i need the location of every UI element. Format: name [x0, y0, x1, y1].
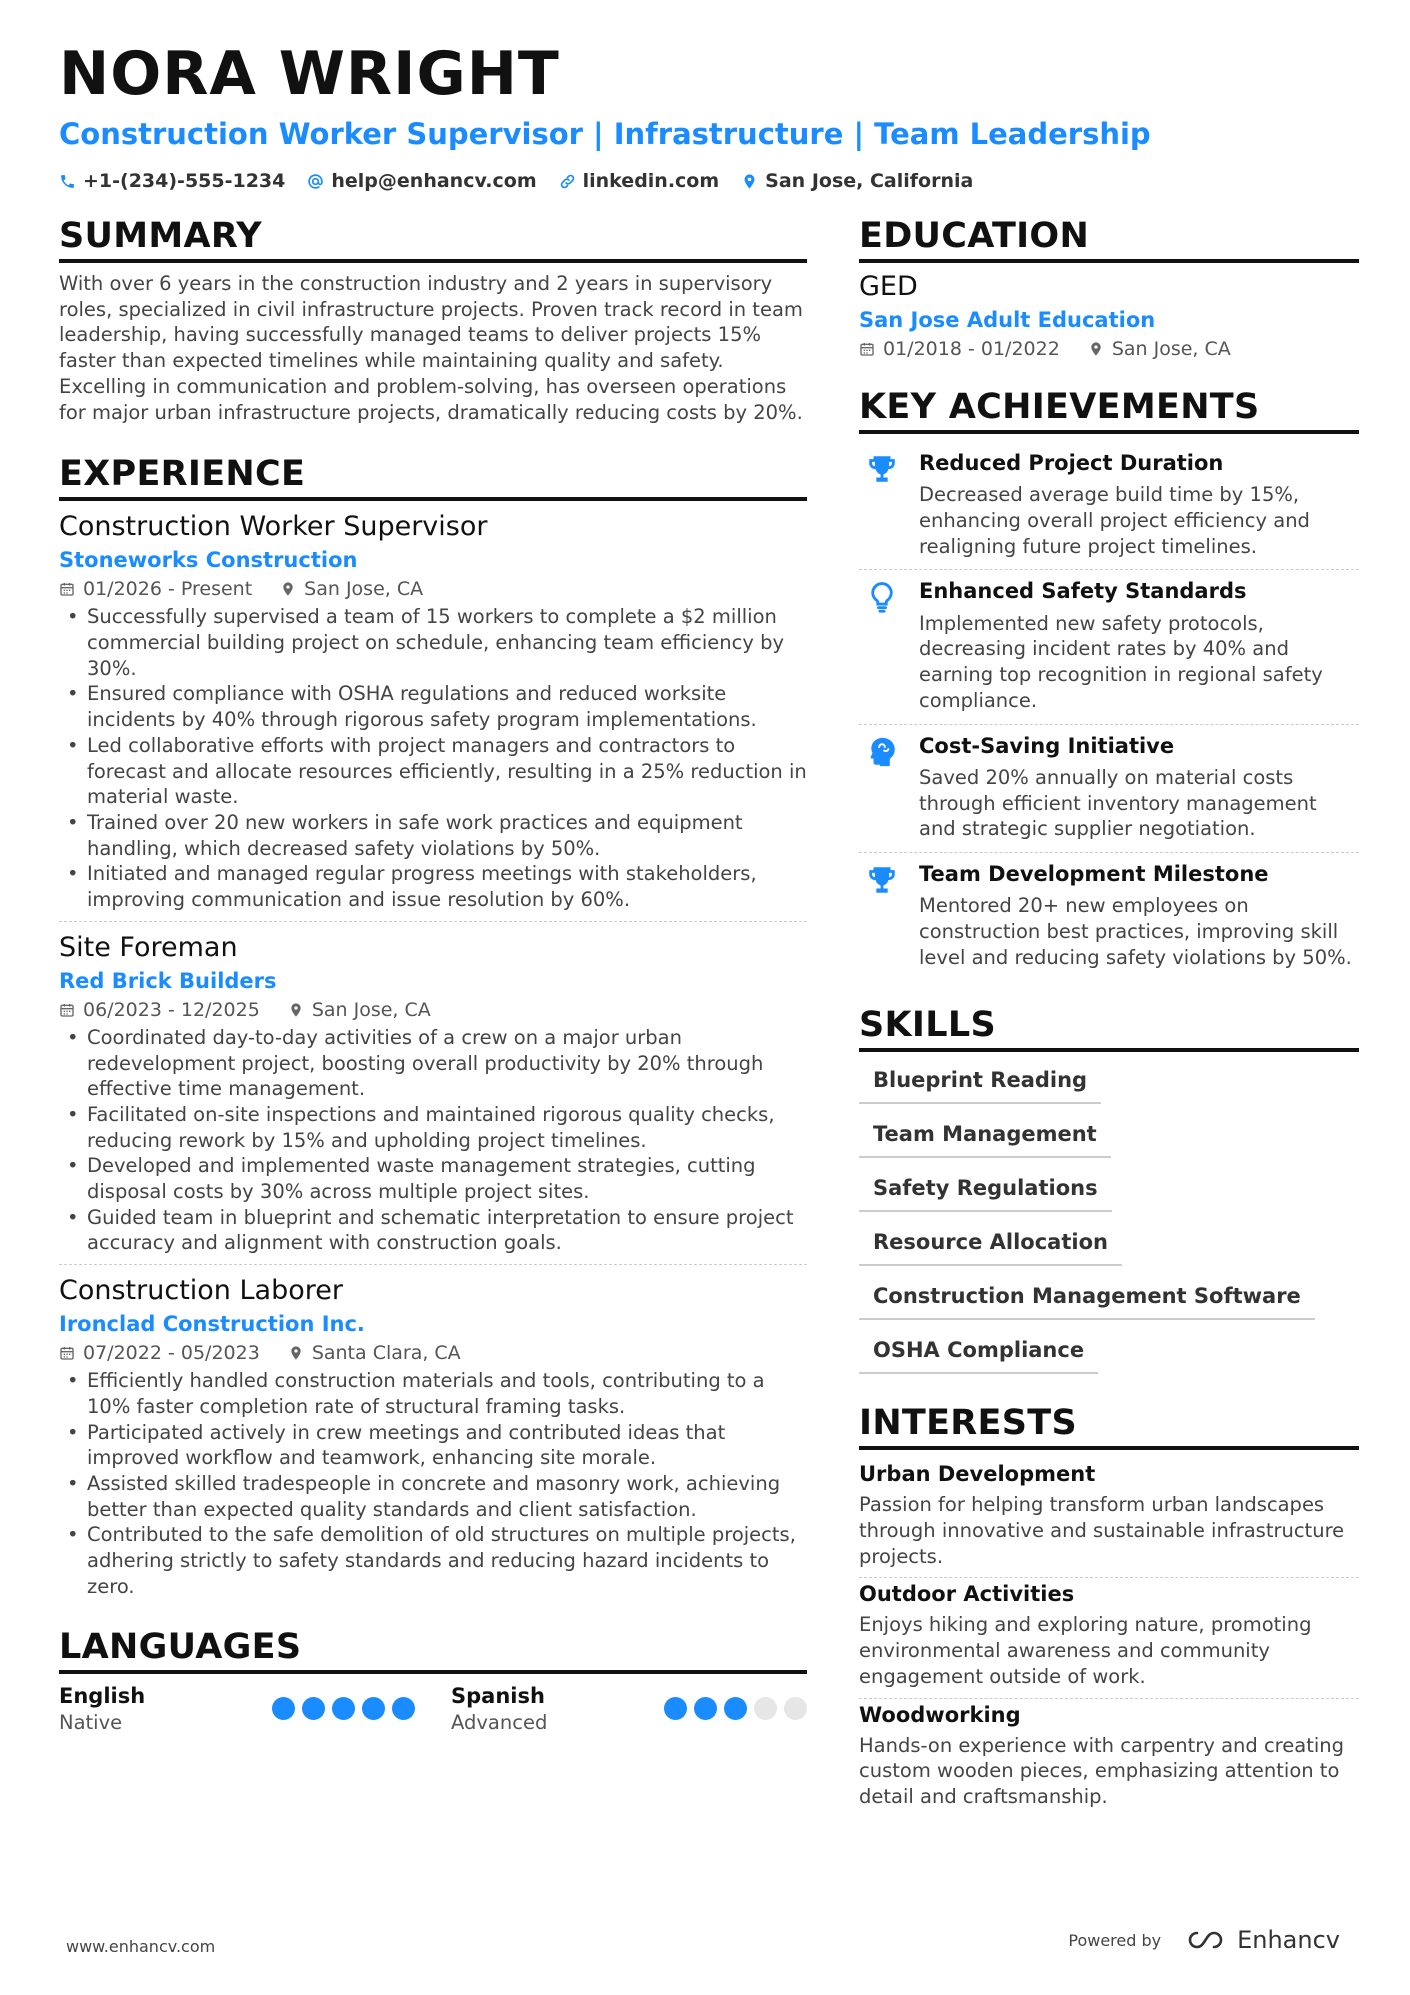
summary-heading: SUMMARY [59, 215, 807, 263]
language-name: Spanish [451, 1683, 545, 1708]
dates-text: 07/2022 - 05/2023 [83, 1342, 260, 1365]
achievements-section [859, 386, 1359, 980]
candidate-name: NORA WRIGHT [59, 39, 560, 109]
job-title: Site Foreman [59, 931, 238, 963]
bullet-item: • Led collaborative efforts with project managers and contractors to forecast and allocate resources efficiently, resulting in a 25% reduction in material waste. [59, 733, 807, 810]
interest-title: Urban Development [859, 1462, 1096, 1487]
edu-degree: GED [859, 271, 918, 302]
edu-school: San Jose Adult Education [859, 308, 1156, 332]
achievement-desc: Implemented new safety protocols, decreasing incident rates by 40% and earning top recognition in regional safety compliance. [919, 611, 1323, 712]
skill-tag: Construction Management Software [859, 1276, 1315, 1320]
skill-tag: OSHA Compliance [859, 1330, 1098, 1374]
achievement-body [919, 733, 1359, 842]
summary-text: With over 6 years in the construction industry and 2 years in supervisory roles, specialized in civil infrastructure projects. Proven track record in team leadership, having successfully managed teams to deliver projects 15% faster than expected timelines while maintaining quality and safety. Excelling in communication and problem-solving, has overseen operations for major urban infrastructure projects, dramatically reducing costs by 20%. [59, 272, 803, 424]
language-rating [272, 1697, 415, 1720]
location-pin-icon [1088, 341, 1104, 357]
achievement-body [919, 861, 1359, 970]
trophy-icon [865, 863, 899, 897]
location-pin-icon [288, 1345, 304, 1361]
edu-location [1088, 338, 1231, 360]
achievement-body [919, 450, 1359, 559]
calendar-icon [59, 1002, 75, 1018]
language-info [59, 1684, 145, 1734]
interest-desc: Passion for helping transform urban landscapes through innovative and sustainable infrastructure projects. [859, 1493, 1345, 1568]
skill-tag: Team Management [859, 1114, 1111, 1158]
interest-item [859, 1699, 1359, 1818]
interest-item [859, 1578, 1359, 1698]
phone-text: +1-(234)-555-1234 [83, 170, 286, 192]
experience-heading: EXPERIENCE [59, 453, 807, 501]
contact-location [741, 170, 973, 192]
achievement-item [859, 725, 1359, 853]
interest-desc: Enjoys hiking and exploring nature, promoting environmental awareness and community engagement outside of work. [859, 1613, 1312, 1688]
interest-desc: Hands-on experience with carpentry and creating custom wooden pieces, emphasizing attention to detail and craftsmanship. [859, 1733, 1345, 1808]
calendar-icon [59, 1345, 75, 1361]
language-rating [664, 1697, 807, 1720]
brand-logo[interactable] [1183, 1926, 1340, 1954]
bullet-item: • Ensured compliance with OSHA regulations and reduced worksite incidents by 40% through rigorous safety program implementations. [59, 681, 807, 732]
summary-section [59, 215, 807, 425]
location-text: San Jose, California [765, 170, 974, 192]
skill-tag: Safety Regulations [859, 1168, 1112, 1212]
language-info [451, 1684, 547, 1734]
bullet-item: • Facilitated on-site inspections and maintained rigorous quality checks, reducing rework by 15% and upholding project timelines. [59, 1102, 807, 1153]
languages-heading: LANGUAGES [59, 1626, 807, 1674]
rating-dot-filled [302, 1697, 325, 1720]
powered-by-text: Powered by [1068, 1930, 1162, 1950]
job-entry [59, 930, 807, 1265]
rating-dot-filled [392, 1697, 415, 1720]
rating-dot-filled [694, 1697, 717, 1720]
company-name: Stoneworks Construction [59, 548, 358, 573]
location-text: Santa Clara, CA [311, 1342, 461, 1365]
contact-linkedin[interactable] [559, 170, 720, 192]
bullet-item: • Successfully supervised a team of 15 workers to complete a $2 million commercial building project on schedule, enhancing team efficiency by 30%. [59, 604, 807, 681]
footer-website[interactable]: www.enhancv.com [66, 1937, 216, 1956]
achievement-icon-wrap [859, 733, 905, 842]
interests-section [859, 1402, 1359, 1817]
bullet-item: • Coordinated day-to-day activities of a crew on a major urban redevelopment project, boosting overall productivity by 20% through effective time management. [59, 1025, 807, 1102]
phone-icon [59, 173, 76, 190]
achievement-item [859, 570, 1359, 724]
email-text: help@enhancv.com [331, 170, 537, 192]
lightbulb-icon [865, 580, 899, 614]
calendar-icon [859, 341, 875, 357]
achievement-icon-wrap [859, 861, 905, 970]
linkedin-text: linkedin.com [582, 170, 720, 192]
location-pin-icon [280, 581, 296, 597]
achievement-title: Team Development Milestone [919, 861, 1269, 886]
location-text: San Jose, CA [311, 998, 431, 1021]
rating-dot-filled [272, 1697, 295, 1720]
rating-dot-filled [724, 1697, 747, 1720]
language-level: Native [59, 1710, 123, 1734]
job-location [288, 1342, 461, 1364]
bullet-item: • Guided team in blueprint and schematic interpretation to ensure project accuracy and alignment with construction goals. [59, 1205, 807, 1256]
skill-tag: Blueprint Reading [859, 1060, 1101, 1104]
job-title: Construction Laborer [59, 1275, 343, 1307]
brain-icon [865, 735, 899, 769]
skills-section [859, 1004, 1359, 1374]
right-column [859, 215, 1359, 1818]
language-level: Advanced [451, 1710, 548, 1734]
job-entry [59, 1273, 807, 1607]
calendar-icon [59, 581, 75, 597]
bullet-item: • Participated actively in crew meetings and contributed ideas that improved workflow and teamwork, enhancing site morale. [59, 1420, 807, 1471]
interests-heading: INTERESTS [859, 1402, 1359, 1450]
brand-name: Enhancv [1237, 1926, 1340, 1954]
bullet-item: • Contributed to the safe demolition of old structures on multiple projects, adhering strictly to safety standards and reducing hazard incidents to zero. [59, 1522, 807, 1599]
contact-bar [59, 170, 973, 192]
job-location [280, 578, 423, 600]
job-bullets [59, 604, 807, 912]
skills-list [859, 1060, 1359, 1374]
company-name: Red Brick Builders [59, 968, 277, 993]
contact-phone[interactable] [59, 170, 285, 192]
achievement-title: Enhanced Safety Standards [919, 579, 1247, 604]
location-pin-icon [288, 1002, 304, 1018]
trophy-icon [865, 452, 899, 486]
achievement-title: Reduced Project Duration [919, 451, 1224, 475]
languages-list [59, 1684, 807, 1734]
experience-section [59, 453, 807, 1607]
job-location [288, 999, 431, 1021]
contact-email[interactable] [307, 170, 536, 192]
edu-dates [859, 338, 1060, 360]
company-name: Ironclad Construction Inc. [59, 1312, 365, 1337]
job-entry [59, 509, 807, 922]
achievement-item [859, 853, 1359, 980]
bullet-item: • Assisted skilled tradespeople in concrete and masonry work, achieving better than expected quality standards and client satisfaction. [59, 1471, 807, 1522]
job-title: Construction Worker Supervisor [59, 511, 488, 543]
achievements-heading: KEY ACHIEVEMENTS [859, 386, 1359, 434]
language-name: English [59, 1683, 146, 1708]
job-bullets [59, 1025, 807, 1256]
dates-text: 01/2018 - 01/2022 [883, 338, 1060, 360]
headline: Construction Worker Supervisor | Infrastructure | Team Leadership [59, 117, 1151, 151]
left-column [59, 215, 807, 1734]
job-bullets [59, 1368, 807, 1599]
interest-title: Woodworking [859, 1702, 1021, 1727]
bullet-item: • Efficiently handled construction materials and tools, contributing to a 10% faster completion rate of structural framing tasks. [59, 1368, 807, 1419]
rating-dot-filled [664, 1697, 687, 1720]
skill-tag: Resource Allocation [859, 1222, 1122, 1266]
dates-text: 06/2023 - 12/2025 [83, 998, 260, 1021]
achievement-body [919, 578, 1359, 713]
bullet-item: • Developed and implemented waste management strategies, cutting disposal costs by 30% across multiple project sites. [59, 1153, 807, 1204]
skills-heading: SKILLS [859, 1004, 1359, 1052]
achievement-item [859, 442, 1359, 570]
bullet-item: • Initiated and managed regular progress meetings with stakeholders, improving communication and issue resolution by 60%. [59, 861, 807, 912]
rating-dot-filled [332, 1697, 355, 1720]
job-meta [59, 999, 807, 1021]
job-dates [59, 1342, 260, 1364]
achievement-icon-wrap [859, 578, 905, 713]
interest-title: Outdoor Activities [859, 1582, 1075, 1607]
rating-dot-empty [754, 1697, 777, 1720]
location-text: San Jose, CA [1111, 338, 1231, 360]
job-dates [59, 999, 260, 1021]
rating-dot-filled [362, 1697, 385, 1720]
achievement-desc: Decreased average build time by 15%, enhancing overall project efficiency and realigning future project timelines. [919, 483, 1310, 558]
achievement-icon-wrap [859, 450, 905, 559]
location-text: San Jose, CA [304, 578, 424, 601]
achievement-desc: Saved 20% annually on material costs through efficient inventory management and strategic supplier negotiation. [919, 765, 1317, 841]
dates-text: 01/2026 - Present [83, 578, 253, 601]
footer-branding [1068, 1926, 1340, 1954]
location-pin-icon [741, 173, 758, 190]
job-meta [59, 578, 807, 600]
rating-dot-empty [784, 1697, 807, 1720]
language-item [59, 1684, 415, 1734]
at-icon [307, 173, 324, 190]
languages-section [59, 1626, 807, 1734]
job-dates [59, 578, 252, 600]
interest-item [859, 1458, 1359, 1578]
edu-meta [859, 338, 1359, 360]
enhancv-logo-icon [1183, 1929, 1229, 1951]
bullet-item: • Trained over 20 new workers in safe work practices and equipment handling, which decreased safety violations by 50%. [59, 810, 807, 861]
link-icon [559, 173, 576, 190]
education-section [859, 215, 1359, 360]
achievement-desc: Mentored 20+ new employees on construction best practices, improving skill level and reducing safety violations by 50%. [919, 894, 1352, 969]
language-item [451, 1684, 807, 1734]
education-heading: EDUCATION [859, 215, 1359, 263]
achievement-title: Cost-Saving Initiative [919, 733, 1175, 758]
job-meta [59, 1342, 807, 1364]
